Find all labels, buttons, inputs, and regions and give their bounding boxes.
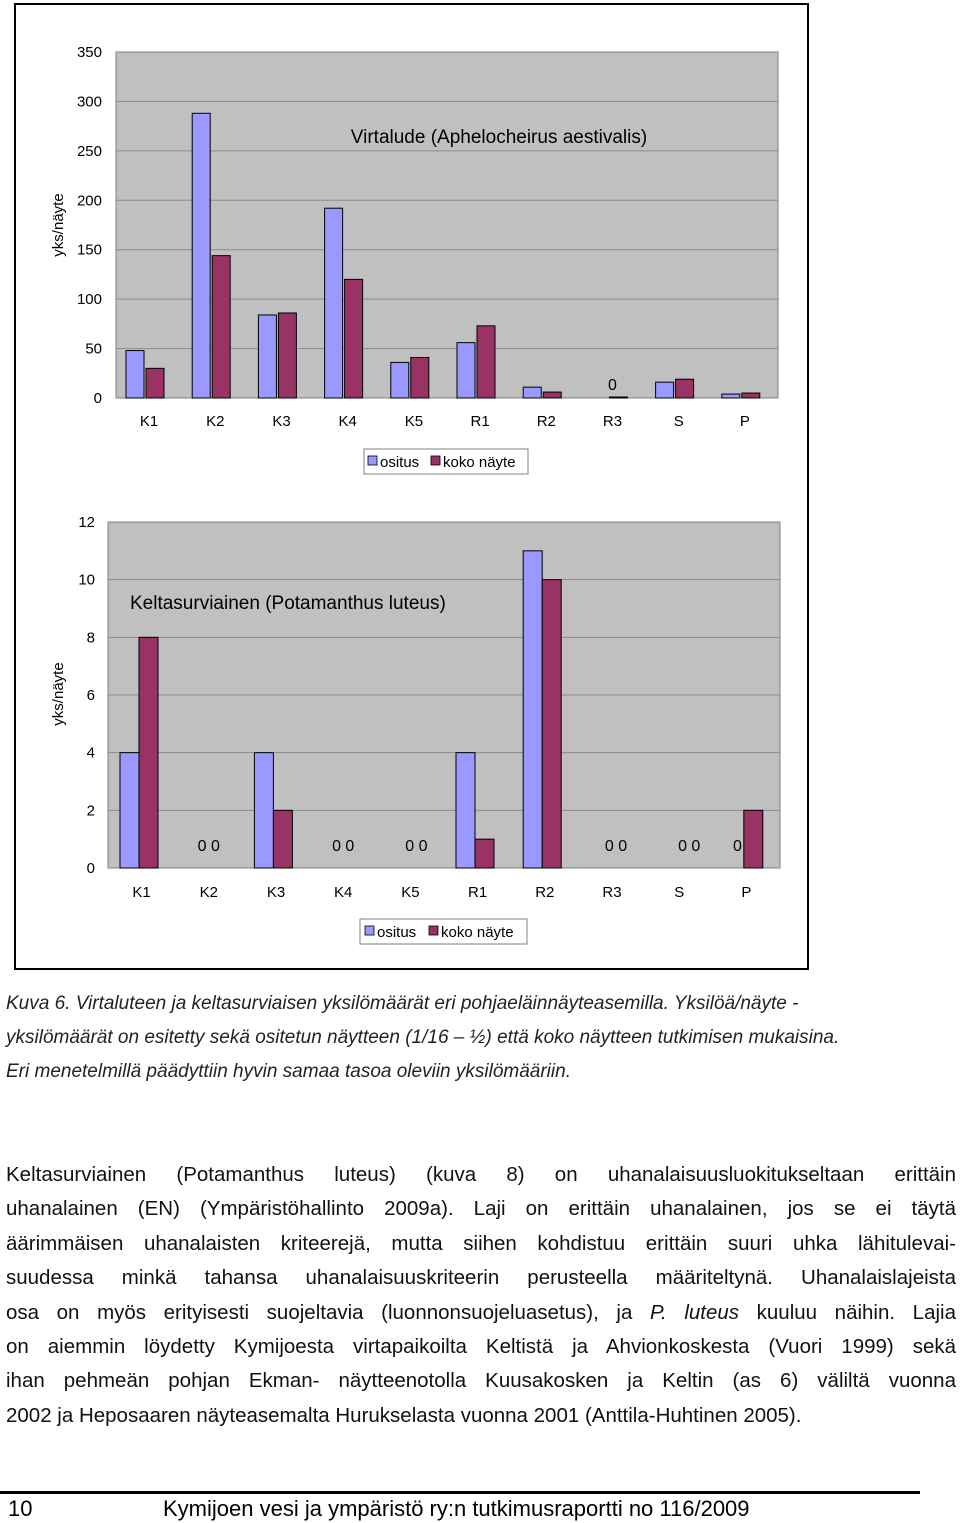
species-name: P. luteus [650, 1300, 740, 1324]
figure-caption [6, 987, 956, 1089]
page-number: 10 [8, 1496, 33, 1521]
caption-line: Kuva 6. Virtaluteen ja keltasurviaisen yksilömäärät eri pohjaeläinnäyteasemilla. Yksilöä/näyte - [6, 993, 799, 1014]
y-tick-label: 50 [85, 340, 102, 358]
chart1-legend [364, 449, 528, 474]
bar-ositus-k3 [258, 315, 276, 398]
legend-swatch-ositus [368, 456, 377, 465]
bar-koko-nayte-r1 [477, 326, 495, 398]
legend-swatch-ositus [365, 926, 374, 935]
y-tick-label: 6 [86, 687, 95, 704]
y-tick-label: 350 [76, 44, 102, 61]
chart2-title: Keltasurviainen (Potamanthus luteus) [130, 593, 446, 614]
bar-ositus-k2 [192, 113, 210, 398]
x-tick-label: K1 [139, 413, 159, 430]
y-tick-label: 4 [86, 744, 95, 762]
chart2-legend [360, 919, 527, 944]
footer-title: Kymijoen vesi ja ympäristö ry:n tutkimusraportti no 116/2009 [163, 1496, 750, 1521]
bar-koko-nayte-k5 [411, 357, 429, 398]
data-label: 0 [608, 377, 617, 394]
bar-koko-nayte-p [744, 810, 763, 868]
bar-ositus-r2 [523, 387, 541, 398]
y-tick-label: 10 [78, 571, 95, 589]
x-tick-label: P [741, 884, 752, 901]
data-label: 0 0 [332, 838, 355, 855]
x-tick-label: R3 [602, 413, 623, 430]
legend-label-ositus: ositus [377, 924, 417, 941]
x-tick-label: K5 [401, 884, 420, 901]
data-label: 0 0 [604, 838, 628, 855]
y-tick-label: 0 [86, 860, 95, 877]
bar-koko-nayte-s [676, 379, 694, 398]
y-tick-label: 150 [76, 241, 102, 259]
bar-ositus-k1 [120, 753, 139, 868]
bar-ositus-r1 [456, 753, 475, 868]
x-tick-label: K4 [334, 884, 353, 901]
data-label: 0 0 [405, 838, 428, 855]
bar-ositus-k5 [391, 362, 409, 398]
bar-ositus-k1 [126, 351, 144, 398]
chart-virtalude [50, 44, 778, 474]
body-text-segment: kuuluu näihin. Lajia [739, 1300, 956, 1324]
bar-ositus-k4 [325, 208, 343, 398]
x-tick-label: R1 [470, 413, 490, 430]
x-tick-label: K5 [404, 413, 424, 430]
x-tick-label: K2 [206, 413, 225, 430]
body-line: 2002 ja Heposaaren näyteasemalta Hurukselasta vuonna 2001 (Anttila-Huhtinen 2005). [6, 1403, 802, 1427]
y-tick-label: 250 [76, 142, 102, 160]
legend-label-ositus: ositus [380, 454, 420, 471]
body-line [6, 1296, 956, 1330]
bar-koko-nayte-k4 [345, 279, 363, 398]
bar-koko-nayte-r2 [543, 392, 561, 398]
body-line: ihan pehmeän pohjan Ekman- näytteenotolla Kuusakosken ja Keltin (as 6) väliltä vuonna [6, 1369, 956, 1393]
bar-ositus-r1 [457, 343, 475, 398]
body-line: Keltasurviainen (Potamanthus luteus) (kuva 8) on uhanalaisuusluokitukseltaan erittäin [6, 1163, 956, 1186]
x-tick-label: K3 [272, 413, 291, 430]
x-tick-label: K1 [132, 884, 151, 901]
y-tick-label: 8 [86, 629, 95, 647]
data-label: 0 0 [678, 838, 701, 855]
bar-koko-nayte-p [742, 393, 760, 398]
legend-label-koko-nayte: koko näyte [441, 924, 514, 941]
body-text-segment: osa on myös erityisesti suojeltavia (luonnonsuojeluasetus), ja [6, 1300, 650, 1324]
data-label: 0 0 [197, 838, 220, 855]
body-line: uhanalainen (EN) (Ympäristöhallinto 2009a). Laji on erittäin uhanalainen, jos se ei täytä [6, 1197, 956, 1221]
y-tick-label: 200 [76, 192, 102, 210]
y-tick-label: 2 [86, 802, 95, 820]
x-tick-label: S [674, 884, 685, 901]
x-tick-label: R2 [536, 413, 556, 430]
body-line: suudessa minkä tahansa uhanalaisuuskriteerin perusteella määriteltynä. Uhanalaislajeista [6, 1266, 956, 1290]
bar-koko-nayte-r3 [609, 397, 627, 398]
caption-line: Eri menetelmillä päädyttiin hyvin samaa tasoa oleviin yksilömääriin. [6, 1061, 571, 1082]
y-tick-label: 100 [76, 291, 102, 309]
bar-ositus-k3 [254, 753, 273, 868]
bar-koko-nayte-k3 [278, 313, 296, 398]
bar-koko-nayte-k2 [212, 256, 230, 398]
bar-koko-nayte-r1 [475, 839, 494, 868]
bar-koko-nayte-k1 [139, 637, 158, 868]
x-tick-label: K4 [338, 413, 357, 430]
x-tick-label: R1 [468, 884, 488, 901]
x-tick-label: K3 [266, 884, 286, 901]
footer-rule [0, 1491, 920, 1494]
body-paragraph [6, 1158, 956, 1433]
legend-swatch-koko-nayte [431, 456, 440, 465]
bar-koko-nayte-r2 [542, 580, 561, 868]
x-tick-label: R3 [602, 884, 622, 901]
legend-label-koko-nayte: koko näyte [443, 454, 516, 471]
y-tick-label: 0 [93, 390, 102, 407]
bar-koko-nayte-k1 [146, 368, 164, 398]
body-line: äärimmäisen uhanalaisten kriteerejä, mutta siihen kohdistuu erittäin suuri uhka lähitulevai- [6, 1231, 956, 1255]
y-tick-label: 12 [78, 514, 95, 531]
chart2-ylabel: yks/näyte [50, 662, 67, 726]
chart-keltasurviainen [50, 514, 780, 944]
chart1-title: Virtalude (Aphelocheirus aestivalis) [350, 127, 648, 148]
caption-line: yksilömäärät on esitetty sekä ositetun näytteen (1/16 – ½) että koko näytteen tutkimisen mukaisina. [6, 1027, 840, 1048]
bar-ositus-s [656, 382, 674, 398]
bar-koko-nayte-k3 [273, 810, 292, 868]
x-tick-label: R2 [535, 884, 555, 901]
y-tick-label: 300 [76, 93, 102, 111]
legend-swatch-koko-nayte [429, 926, 438, 935]
x-tick-label: P [739, 413, 750, 430]
body-line: on aiemmin löydetty Kymijoesta virtapaikoilta Keltistä ja Ahvionkoskesta (Vuori 1999) sekä [6, 1335, 956, 1359]
x-tick-label: K2 [199, 884, 218, 901]
x-tick-label: S [673, 413, 684, 430]
bar-ositus-p [722, 394, 740, 398]
chart1-ylabel: yks/näyte [50, 193, 67, 257]
data-label: 0 [732, 838, 742, 855]
bar-ositus-r2 [523, 551, 542, 868]
